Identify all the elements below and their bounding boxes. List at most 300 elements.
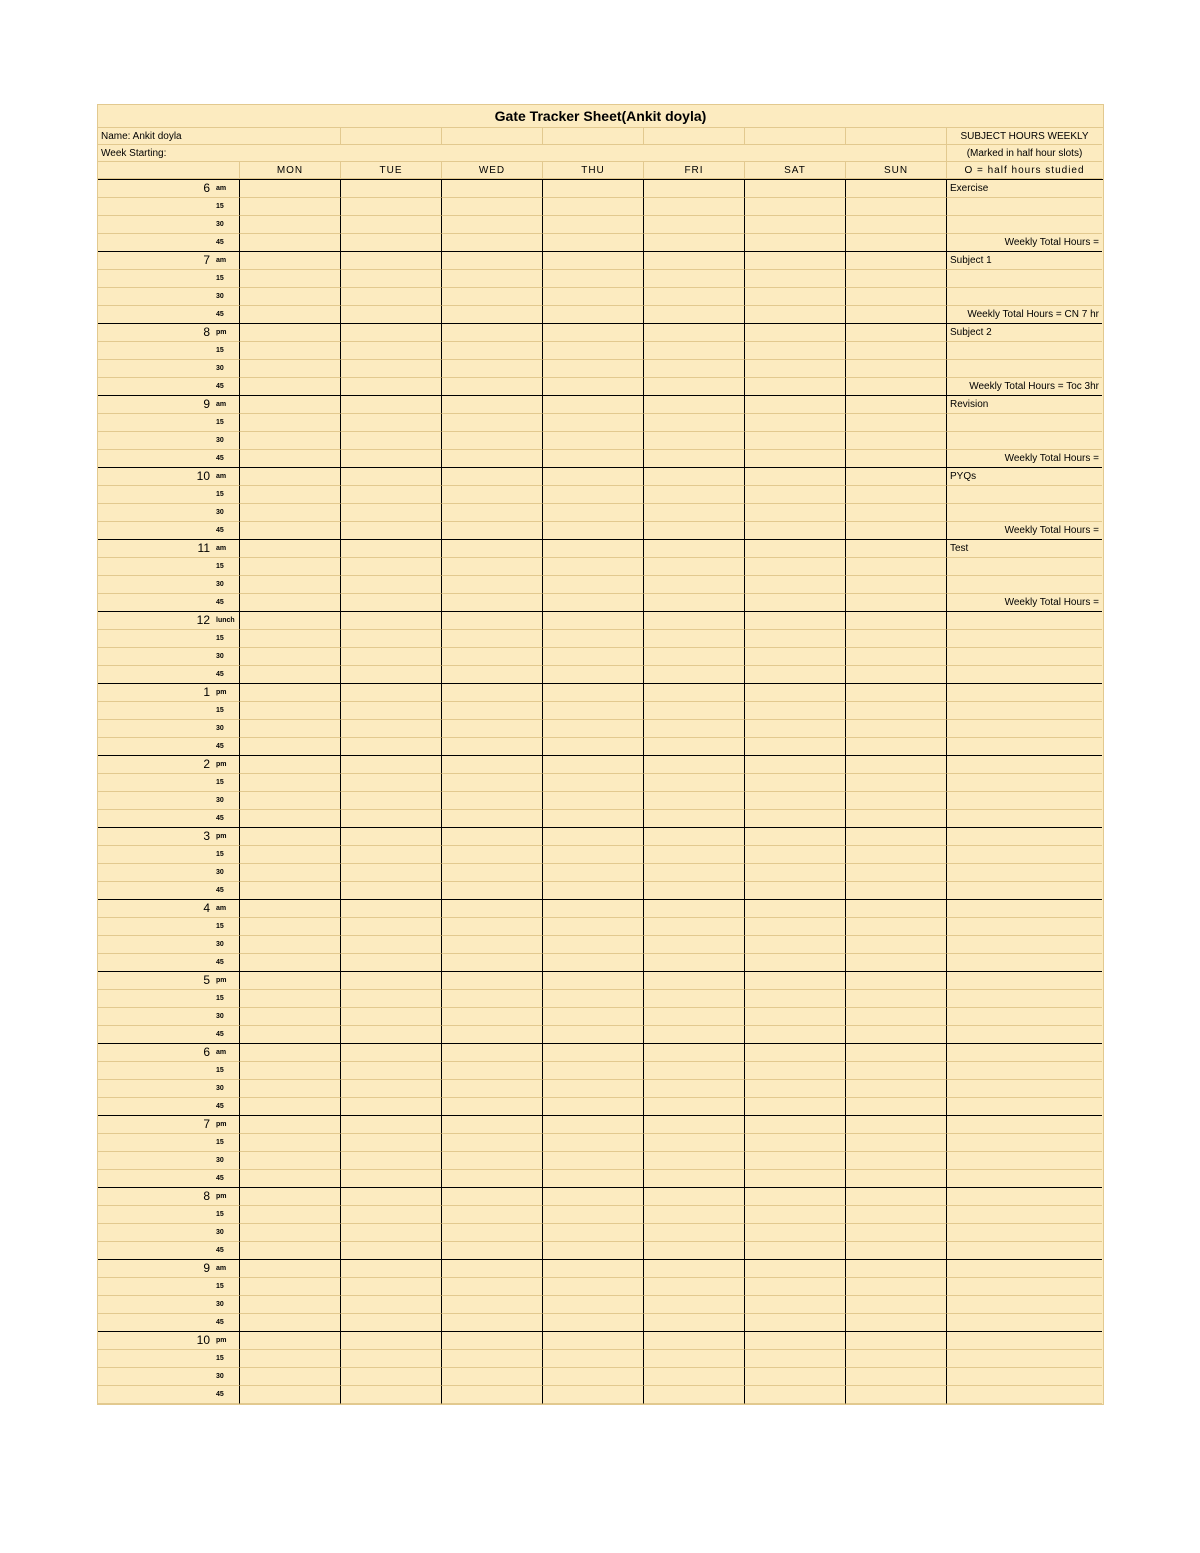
slot-cell-sat[interactable] [745, 1170, 846, 1188]
slot-cell-sat[interactable] [745, 900, 846, 918]
slot-cell-sun[interactable] [846, 288, 947, 306]
slot-cell-sun[interactable] [846, 1350, 947, 1368]
slot-cell-fri[interactable] [644, 972, 745, 990]
slot-cell-tue[interactable] [341, 918, 442, 936]
slot-cell-tue[interactable] [341, 1188, 442, 1206]
slot-cell-sun[interactable] [846, 1368, 947, 1386]
slot-cell-sat[interactable] [745, 882, 846, 900]
slot-cell-mon[interactable] [240, 846, 341, 864]
slot-cell-mon[interactable] [240, 972, 341, 990]
slot-cell-thu[interactable] [543, 1224, 644, 1242]
slot-cell-mon[interactable] [240, 1278, 341, 1296]
slot-cell-sat[interactable] [745, 1296, 846, 1314]
slot-cell-fri[interactable] [644, 414, 745, 432]
slot-cell-thu[interactable] [543, 936, 644, 954]
slot-cell-thu[interactable] [543, 1062, 644, 1080]
slot-cell-wed[interactable] [442, 216, 543, 234]
slot-cell-tue[interactable] [341, 1260, 442, 1278]
slot-cell-tue[interactable] [341, 882, 442, 900]
slot-cell-wed[interactable] [442, 756, 543, 774]
slot-cell-thu[interactable] [543, 972, 644, 990]
slot-cell-fri[interactable] [644, 1278, 745, 1296]
slot-cell-sun[interactable] [846, 1206, 947, 1224]
slot-cell-sat[interactable] [745, 648, 846, 666]
slot-cell-wed[interactable] [442, 576, 543, 594]
slot-cell-thu[interactable] [543, 1098, 644, 1116]
slot-cell-sat[interactable] [745, 1332, 846, 1350]
slot-cell-thu[interactable] [543, 1314, 644, 1332]
slot-cell-thu[interactable] [543, 810, 644, 828]
slot-cell-tue[interactable] [341, 1008, 442, 1026]
slot-cell-sun[interactable] [846, 594, 947, 612]
slot-cell-sun[interactable] [846, 738, 947, 756]
slot-cell-mon[interactable] [240, 504, 341, 522]
slot-cell-wed[interactable] [442, 1080, 543, 1098]
slot-cell-tue[interactable] [341, 1332, 442, 1350]
slot-cell-wed[interactable] [442, 288, 543, 306]
slot-cell-tue[interactable] [341, 180, 442, 198]
slot-cell-sun[interactable] [846, 1386, 947, 1404]
slot-cell-sat[interactable] [745, 1098, 846, 1116]
slot-cell-wed[interactable] [442, 702, 543, 720]
slot-cell-wed[interactable] [442, 630, 543, 648]
slot-cell-fri[interactable] [644, 1062, 745, 1080]
slot-cell-sat[interactable] [745, 414, 846, 432]
slot-cell-tue[interactable] [341, 1170, 442, 1188]
slot-cell-wed[interactable] [442, 1386, 543, 1404]
slot-cell-sun[interactable] [846, 1026, 947, 1044]
slot-cell-wed[interactable] [442, 522, 543, 540]
slot-cell-sat[interactable] [745, 846, 846, 864]
slot-cell-sun[interactable] [846, 486, 947, 504]
header-cell[interactable] [644, 128, 745, 145]
slot-cell-tue[interactable] [341, 360, 442, 378]
slot-cell-sun[interactable] [846, 1152, 947, 1170]
header-cell[interactable] [341, 128, 442, 145]
slot-cell-fri[interactable] [644, 396, 745, 414]
slot-cell-sun[interactable] [846, 1080, 947, 1098]
slot-cell-mon[interactable] [240, 360, 341, 378]
slot-cell-wed[interactable] [442, 1134, 543, 1152]
slot-cell-sun[interactable] [846, 720, 947, 738]
slot-cell-sun[interactable] [846, 882, 947, 900]
slot-cell-tue[interactable] [341, 774, 442, 792]
slot-cell-wed[interactable] [442, 774, 543, 792]
slot-cell-thu[interactable] [543, 1044, 644, 1062]
slot-cell-sun[interactable] [846, 1098, 947, 1116]
slot-cell-sat[interactable] [745, 954, 846, 972]
slot-cell-fri[interactable] [644, 1350, 745, 1368]
slot-cell-fri[interactable] [644, 666, 745, 684]
slot-cell-fri[interactable] [644, 1098, 745, 1116]
slot-cell-mon[interactable] [240, 576, 341, 594]
slot-cell-sun[interactable] [846, 342, 947, 360]
slot-cell-sat[interactable] [745, 558, 846, 576]
slot-cell-fri[interactable] [644, 252, 745, 270]
slot-cell-mon[interactable] [240, 468, 341, 486]
slot-cell-mon[interactable] [240, 414, 341, 432]
slot-cell-wed[interactable] [442, 1170, 543, 1188]
slot-cell-thu[interactable] [543, 594, 644, 612]
slot-cell-wed[interactable] [442, 792, 543, 810]
slot-cell-mon[interactable] [240, 810, 341, 828]
slot-cell-mon[interactable] [240, 378, 341, 396]
slot-cell-sun[interactable] [846, 306, 947, 324]
slot-cell-thu[interactable] [543, 846, 644, 864]
slot-cell-mon[interactable] [240, 1332, 341, 1350]
slot-cell-mon[interactable] [240, 1350, 341, 1368]
slot-cell-tue[interactable] [341, 756, 442, 774]
slot-cell-sun[interactable] [846, 756, 947, 774]
slot-cell-sun[interactable] [846, 1224, 947, 1242]
slot-cell-sat[interactable] [745, 288, 846, 306]
slot-cell-tue[interactable] [341, 954, 442, 972]
slot-cell-thu[interactable] [543, 342, 644, 360]
slot-cell-mon[interactable] [240, 180, 341, 198]
slot-cell-thu[interactable] [543, 378, 644, 396]
slot-cell-fri[interactable] [644, 1152, 745, 1170]
slot-cell-wed[interactable] [442, 684, 543, 702]
slot-cell-thu[interactable] [543, 180, 644, 198]
slot-cell-sat[interactable] [745, 1008, 846, 1026]
slot-cell-fri[interactable] [644, 882, 745, 900]
slot-cell-thu[interactable] [543, 198, 644, 216]
slot-cell-sat[interactable] [745, 1386, 846, 1404]
slot-cell-thu[interactable] [543, 702, 644, 720]
slot-cell-sun[interactable] [846, 918, 947, 936]
slot-cell-sun[interactable] [846, 324, 947, 342]
slot-cell-fri[interactable] [644, 1242, 745, 1260]
slot-cell-fri[interactable] [644, 234, 745, 252]
slot-cell-wed[interactable] [442, 1026, 543, 1044]
slot-cell-wed[interactable] [442, 468, 543, 486]
slot-cell-wed[interactable] [442, 1206, 543, 1224]
slot-cell-sun[interactable] [846, 252, 947, 270]
slot-cell-mon[interactable] [240, 666, 341, 684]
slot-cell-tue[interactable] [341, 612, 442, 630]
slot-cell-sun[interactable] [846, 360, 947, 378]
slot-cell-thu[interactable] [543, 882, 644, 900]
slot-cell-fri[interactable] [644, 990, 745, 1008]
slot-cell-wed[interactable] [442, 990, 543, 1008]
slot-cell-thu[interactable] [543, 324, 644, 342]
slot-cell-tue[interactable] [341, 198, 442, 216]
slot-cell-fri[interactable] [644, 342, 745, 360]
slot-cell-sun[interactable] [846, 234, 947, 252]
slot-cell-sun[interactable] [846, 774, 947, 792]
slot-cell-fri[interactable] [644, 432, 745, 450]
slot-cell-tue[interactable] [341, 216, 442, 234]
slot-cell-fri[interactable] [644, 1224, 745, 1242]
slot-cell-sun[interactable] [846, 270, 947, 288]
slot-cell-fri[interactable] [644, 828, 745, 846]
slot-cell-fri[interactable] [644, 270, 745, 288]
slot-cell-sat[interactable] [745, 324, 846, 342]
slot-cell-wed[interactable] [442, 900, 543, 918]
slot-cell-fri[interactable] [644, 702, 745, 720]
slot-cell-fri[interactable] [644, 1026, 745, 1044]
slot-cell-sat[interactable] [745, 198, 846, 216]
slot-cell-sat[interactable] [745, 1116, 846, 1134]
slot-cell-fri[interactable] [644, 810, 745, 828]
slot-cell-sun[interactable] [846, 378, 947, 396]
slot-cell-thu[interactable] [543, 1368, 644, 1386]
slot-cell-sat[interactable] [745, 306, 846, 324]
slot-cell-wed[interactable] [442, 828, 543, 846]
slot-cell-fri[interactable] [644, 846, 745, 864]
slot-cell-wed[interactable] [442, 270, 543, 288]
slot-cell-wed[interactable] [442, 558, 543, 576]
slot-cell-fri[interactable] [644, 1008, 745, 1026]
slot-cell-sat[interactable] [745, 594, 846, 612]
slot-cell-fri[interactable] [644, 684, 745, 702]
slot-cell-sat[interactable] [745, 360, 846, 378]
slot-cell-sat[interactable] [745, 738, 846, 756]
slot-cell-sun[interactable] [846, 810, 947, 828]
slot-cell-wed[interactable] [442, 1188, 543, 1206]
slot-cell-thu[interactable] [543, 612, 644, 630]
slot-cell-tue[interactable] [341, 1062, 442, 1080]
slot-cell-thu[interactable] [543, 630, 644, 648]
slot-cell-mon[interactable] [240, 1170, 341, 1188]
slot-cell-sun[interactable] [846, 1116, 947, 1134]
slot-cell-sat[interactable] [745, 1350, 846, 1368]
slot-cell-fri[interactable] [644, 648, 745, 666]
slot-cell-fri[interactable] [644, 756, 745, 774]
slot-cell-wed[interactable] [442, 1044, 543, 1062]
slot-cell-thu[interactable] [543, 684, 644, 702]
slot-cell-wed[interactable] [442, 1260, 543, 1278]
slot-cell-thu[interactable] [543, 432, 644, 450]
slot-cell-wed[interactable] [442, 1296, 543, 1314]
slot-cell-wed[interactable] [442, 252, 543, 270]
header-cell[interactable] [745, 128, 846, 145]
slot-cell-thu[interactable] [543, 522, 644, 540]
slot-cell-tue[interactable] [341, 1314, 442, 1332]
slot-cell-mon[interactable] [240, 612, 341, 630]
slot-cell-fri[interactable] [644, 306, 745, 324]
slot-cell-thu[interactable] [543, 1332, 644, 1350]
slot-cell-tue[interactable] [341, 792, 442, 810]
slot-cell-mon[interactable] [240, 720, 341, 738]
slot-cell-fri[interactable] [644, 1044, 745, 1062]
slot-cell-mon[interactable] [240, 792, 341, 810]
slot-cell-fri[interactable] [644, 900, 745, 918]
slot-cell-sat[interactable] [745, 1368, 846, 1386]
slot-cell-fri[interactable] [644, 1386, 745, 1404]
slot-cell-tue[interactable] [341, 1278, 442, 1296]
slot-cell-sat[interactable] [745, 828, 846, 846]
slot-cell-mon[interactable] [240, 1242, 341, 1260]
slot-cell-sat[interactable] [745, 1188, 846, 1206]
slot-cell-fri[interactable] [644, 792, 745, 810]
slot-cell-sun[interactable] [846, 540, 947, 558]
slot-cell-mon[interactable] [240, 756, 341, 774]
slot-cell-fri[interactable] [644, 324, 745, 342]
slot-cell-tue[interactable] [341, 1296, 442, 1314]
slot-cell-sun[interactable] [846, 1134, 947, 1152]
slot-cell-tue[interactable] [341, 1224, 442, 1242]
slot-cell-fri[interactable] [644, 180, 745, 198]
slot-cell-sun[interactable] [846, 504, 947, 522]
slot-cell-tue[interactable] [341, 702, 442, 720]
slot-cell-mon[interactable] [240, 1098, 341, 1116]
slot-cell-mon[interactable] [240, 1368, 341, 1386]
slot-cell-sun[interactable] [846, 1242, 947, 1260]
slot-cell-tue[interactable] [341, 828, 442, 846]
slot-cell-mon[interactable] [240, 522, 341, 540]
slot-cell-sun[interactable] [846, 1062, 947, 1080]
slot-cell-fri[interactable] [644, 378, 745, 396]
slot-cell-sun[interactable] [846, 864, 947, 882]
slot-cell-fri[interactable] [644, 504, 745, 522]
slot-cell-mon[interactable] [240, 1152, 341, 1170]
slot-cell-sun[interactable] [846, 1314, 947, 1332]
slot-cell-thu[interactable] [543, 360, 644, 378]
slot-cell-sat[interactable] [745, 972, 846, 990]
slot-cell-tue[interactable] [341, 864, 442, 882]
slot-cell-wed[interactable] [442, 666, 543, 684]
slot-cell-tue[interactable] [341, 270, 442, 288]
slot-cell-thu[interactable] [543, 306, 644, 324]
slot-cell-mon[interactable] [240, 1296, 341, 1314]
slot-cell-sat[interactable] [745, 936, 846, 954]
slot-cell-mon[interactable] [240, 1134, 341, 1152]
slot-cell-sat[interactable] [745, 486, 846, 504]
slot-cell-thu[interactable] [543, 756, 644, 774]
slot-cell-sat[interactable] [745, 270, 846, 288]
slot-cell-sat[interactable] [745, 1026, 846, 1044]
slot-cell-sat[interactable] [745, 1260, 846, 1278]
slot-cell-sat[interactable] [745, 450, 846, 468]
slot-cell-sun[interactable] [846, 1278, 947, 1296]
slot-cell-fri[interactable] [644, 486, 745, 504]
slot-cell-thu[interactable] [543, 1008, 644, 1026]
slot-cell-sat[interactable] [745, 1206, 846, 1224]
slot-cell-sun[interactable] [846, 450, 947, 468]
slot-cell-sun[interactable] [846, 396, 947, 414]
slot-cell-sat[interactable] [745, 1080, 846, 1098]
slot-cell-thu[interactable] [543, 1080, 644, 1098]
slot-cell-fri[interactable] [644, 1368, 745, 1386]
slot-cell-sun[interactable] [846, 666, 947, 684]
slot-cell-thu[interactable] [543, 864, 644, 882]
slot-cell-thu[interactable] [543, 1278, 644, 1296]
slot-cell-wed[interactable] [442, 378, 543, 396]
slot-cell-mon[interactable] [240, 702, 341, 720]
slot-cell-sat[interactable] [745, 612, 846, 630]
slot-cell-fri[interactable] [644, 936, 745, 954]
slot-cell-thu[interactable] [543, 990, 644, 1008]
slot-cell-tue[interactable] [341, 396, 442, 414]
slot-cell-mon[interactable] [240, 1080, 341, 1098]
slot-cell-mon[interactable] [240, 1206, 341, 1224]
slot-cell-mon[interactable] [240, 990, 341, 1008]
slot-cell-tue[interactable] [341, 306, 442, 324]
slot-cell-sat[interactable] [745, 216, 846, 234]
slot-cell-thu[interactable] [543, 1386, 644, 1404]
slot-cell-mon[interactable] [240, 648, 341, 666]
slot-cell-sat[interactable] [745, 666, 846, 684]
slot-cell-fri[interactable] [644, 1314, 745, 1332]
slot-cell-fri[interactable] [644, 1116, 745, 1134]
slot-cell-sat[interactable] [745, 792, 846, 810]
slot-cell-tue[interactable] [341, 414, 442, 432]
slot-cell-thu[interactable] [543, 648, 644, 666]
slot-cell-tue[interactable] [341, 1134, 442, 1152]
slot-cell-mon[interactable] [240, 396, 341, 414]
slot-cell-fri[interactable] [644, 468, 745, 486]
slot-cell-sun[interactable] [846, 432, 947, 450]
slot-cell-sun[interactable] [846, 846, 947, 864]
slot-cell-mon[interactable] [240, 486, 341, 504]
slot-cell-mon[interactable] [240, 684, 341, 702]
slot-cell-thu[interactable] [543, 486, 644, 504]
slot-cell-wed[interactable] [442, 720, 543, 738]
slot-cell-thu[interactable] [543, 234, 644, 252]
slot-cell-mon[interactable] [240, 198, 341, 216]
slot-cell-sun[interactable] [846, 648, 947, 666]
slot-cell-mon[interactable] [240, 954, 341, 972]
slot-cell-wed[interactable] [442, 594, 543, 612]
slot-cell-mon[interactable] [240, 450, 341, 468]
slot-cell-mon[interactable] [240, 558, 341, 576]
slot-cell-sun[interactable] [846, 1260, 947, 1278]
slot-cell-mon[interactable] [240, 1008, 341, 1026]
slot-cell-wed[interactable] [442, 1008, 543, 1026]
slot-cell-wed[interactable] [442, 738, 543, 756]
slot-cell-mon[interactable] [240, 900, 341, 918]
slot-cell-wed[interactable] [442, 1368, 543, 1386]
slot-cell-thu[interactable] [543, 1026, 644, 1044]
slot-cell-fri[interactable] [644, 1134, 745, 1152]
slot-cell-mon[interactable] [240, 342, 341, 360]
slot-cell-thu[interactable] [543, 792, 644, 810]
slot-cell-tue[interactable] [341, 810, 442, 828]
slot-cell-sat[interactable] [745, 522, 846, 540]
slot-cell-sun[interactable] [846, 702, 947, 720]
slot-cell-sat[interactable] [745, 918, 846, 936]
header-cell[interactable] [543, 128, 644, 145]
slot-cell-sat[interactable] [745, 432, 846, 450]
slot-cell-sat[interactable] [745, 1314, 846, 1332]
slot-cell-sat[interactable] [745, 720, 846, 738]
slot-cell-thu[interactable] [543, 828, 644, 846]
slot-cell-thu[interactable] [543, 954, 644, 972]
header-cell[interactable] [442, 128, 543, 145]
slot-cell-thu[interactable] [543, 738, 644, 756]
slot-cell-sat[interactable] [745, 1134, 846, 1152]
slot-cell-fri[interactable] [644, 216, 745, 234]
slot-cell-tue[interactable] [341, 576, 442, 594]
slot-cell-sat[interactable] [745, 540, 846, 558]
slot-cell-mon[interactable] [240, 1044, 341, 1062]
slot-cell-thu[interactable] [543, 504, 644, 522]
slot-cell-mon[interactable] [240, 1314, 341, 1332]
slot-cell-sun[interactable] [846, 828, 947, 846]
slot-cell-fri[interactable] [644, 1296, 745, 1314]
slot-cell-mon[interactable] [240, 630, 341, 648]
slot-cell-wed[interactable] [442, 180, 543, 198]
slot-cell-thu[interactable] [543, 1350, 644, 1368]
slot-cell-wed[interactable] [442, 612, 543, 630]
slot-cell-sat[interactable] [745, 378, 846, 396]
slot-cell-thu[interactable] [543, 216, 644, 234]
slot-cell-wed[interactable] [442, 1116, 543, 1134]
slot-cell-thu[interactable] [543, 1152, 644, 1170]
slot-cell-tue[interactable] [341, 666, 442, 684]
slot-cell-tue[interactable] [341, 1044, 442, 1062]
